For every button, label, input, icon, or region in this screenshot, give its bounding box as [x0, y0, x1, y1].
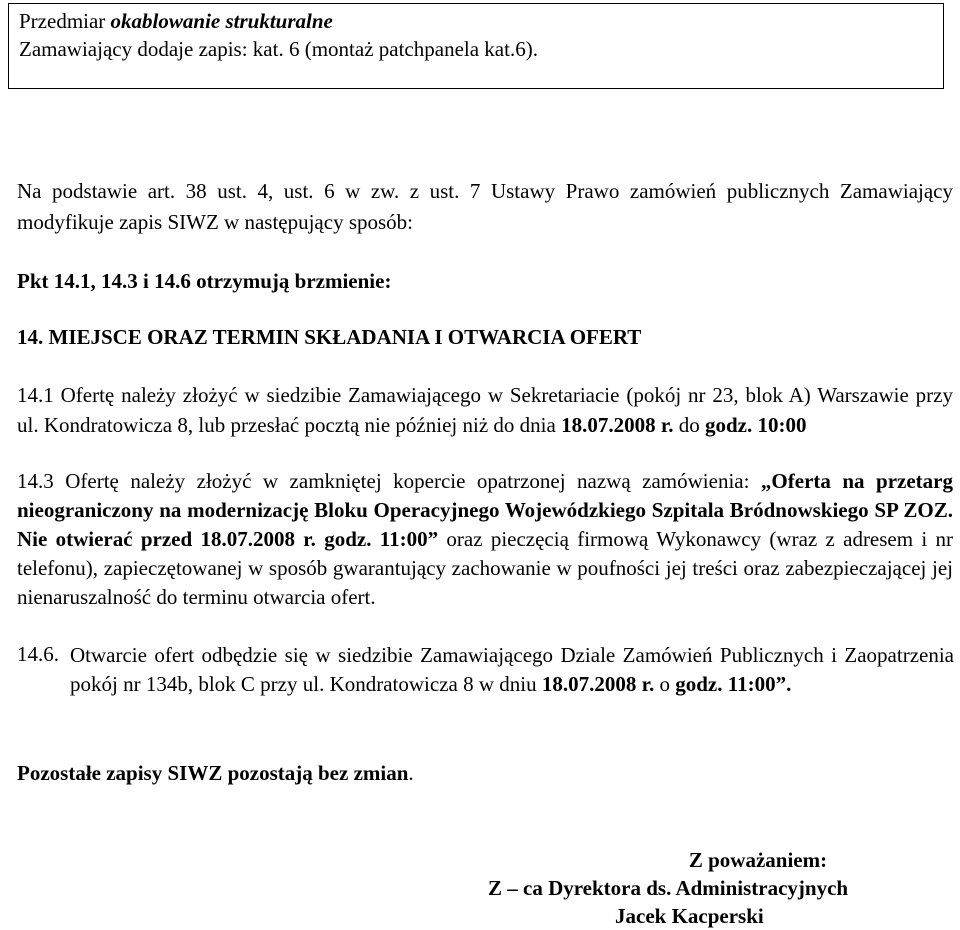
subject-line — [19, 7, 933, 35]
p146-text2: o — [654, 672, 676, 696]
closing-bold: Pozostałe zapisy SIWZ pozostają bez zmian — [17, 761, 409, 785]
closing-note — [17, 760, 953, 786]
signature-block — [488, 846, 888, 930]
intro-paragraph: Na podstawie art. 38 ust. 4, ust. 6 w zw. z ust. 7 Ustawy Prawo zamówień publicznych Zamawiający modyfikuje zapis SIWZ w następujący sposób: — [17, 179, 953, 234]
p143-text1: 14.3 Ofertę należy złożyć w zamkniętej kopercie opatrzonej nazwą zamówienia: — [17, 469, 761, 493]
closing-end: . — [408, 761, 414, 785]
points-heading: Pkt 14.1, 14.3 i 14.6 otrzymują brzmienie: — [17, 269, 392, 293]
p141-text: 14.1 Ofertę należy złożyć w siedzibie Zamawiającego w Sekretariacie (pokój nr 23, blok A) Warszawie przy ul. Kondratowicza 8, lub przesłać pocztą nie później niż do dnia — [17, 383, 953, 437]
signature-greeting: Z poważaniem: — [688, 848, 828, 872]
section-heading: 14. MIEJSCE ORAZ TERMIN SKŁADANIA I OTWARCIA OFERT — [17, 325, 642, 349]
p143-text2: oraz pieczęcią firmową Wykonawcy (wraz z adresem i nr telefonu), zapieczętowanej w sposób gwarantujący zachowanie w poufności jej treści oraz zabezpieczającej jej nienaruszalność do terminu otwarcia ofert. — [17, 527, 953, 609]
p141-middle: do — [673, 413, 705, 437]
subject-title: okablowanie strukturalne — [110, 9, 333, 33]
p146-time: godz. 11:00”. — [675, 672, 792, 696]
p146-date: 18.07.2008 r. — [541, 672, 655, 696]
subject-note: Zamawiający dodaje zapis: kat. 6 (montaż patchpanela kat.6). — [19, 37, 538, 61]
p141-time: godz. 10:00 — [704, 413, 807, 437]
p143-bold: „Oferta na przetarg nieograniczony na modernizację Bloku Operacyjnego Wojewódzkiego Szpitala Bródnowskiego SP ZOZ. Nie otwierać przed 18.07.2008 r. godz. 11:00” — [17, 469, 953, 551]
paragraph-14-6 — [70, 641, 954, 699]
paragraph-14-1 — [17, 380, 953, 440]
paragraph-14-3 — [17, 467, 953, 612]
subject-box — [8, 3, 944, 89]
p141-date: 18.07.2008 r. — [561, 413, 674, 437]
subject-prefix: Przedmiar — [19, 9, 111, 33]
p146-text1: Otwarcie ofert odbędzie się w siedzibie Zamawiającego Dziale Zamówień Publicznych i Zaopatrzenia pokój nr 134b, blok C przy ul. Kondratowicza 8 w dniu — [70, 643, 954, 696]
p146-number: 14.6. — [17, 642, 59, 666]
signature-name: Jacek Kacperski — [615, 904, 764, 928]
signature-title: Z – ca Dyrektora ds. Administracyjnych — [488, 876, 849, 900]
